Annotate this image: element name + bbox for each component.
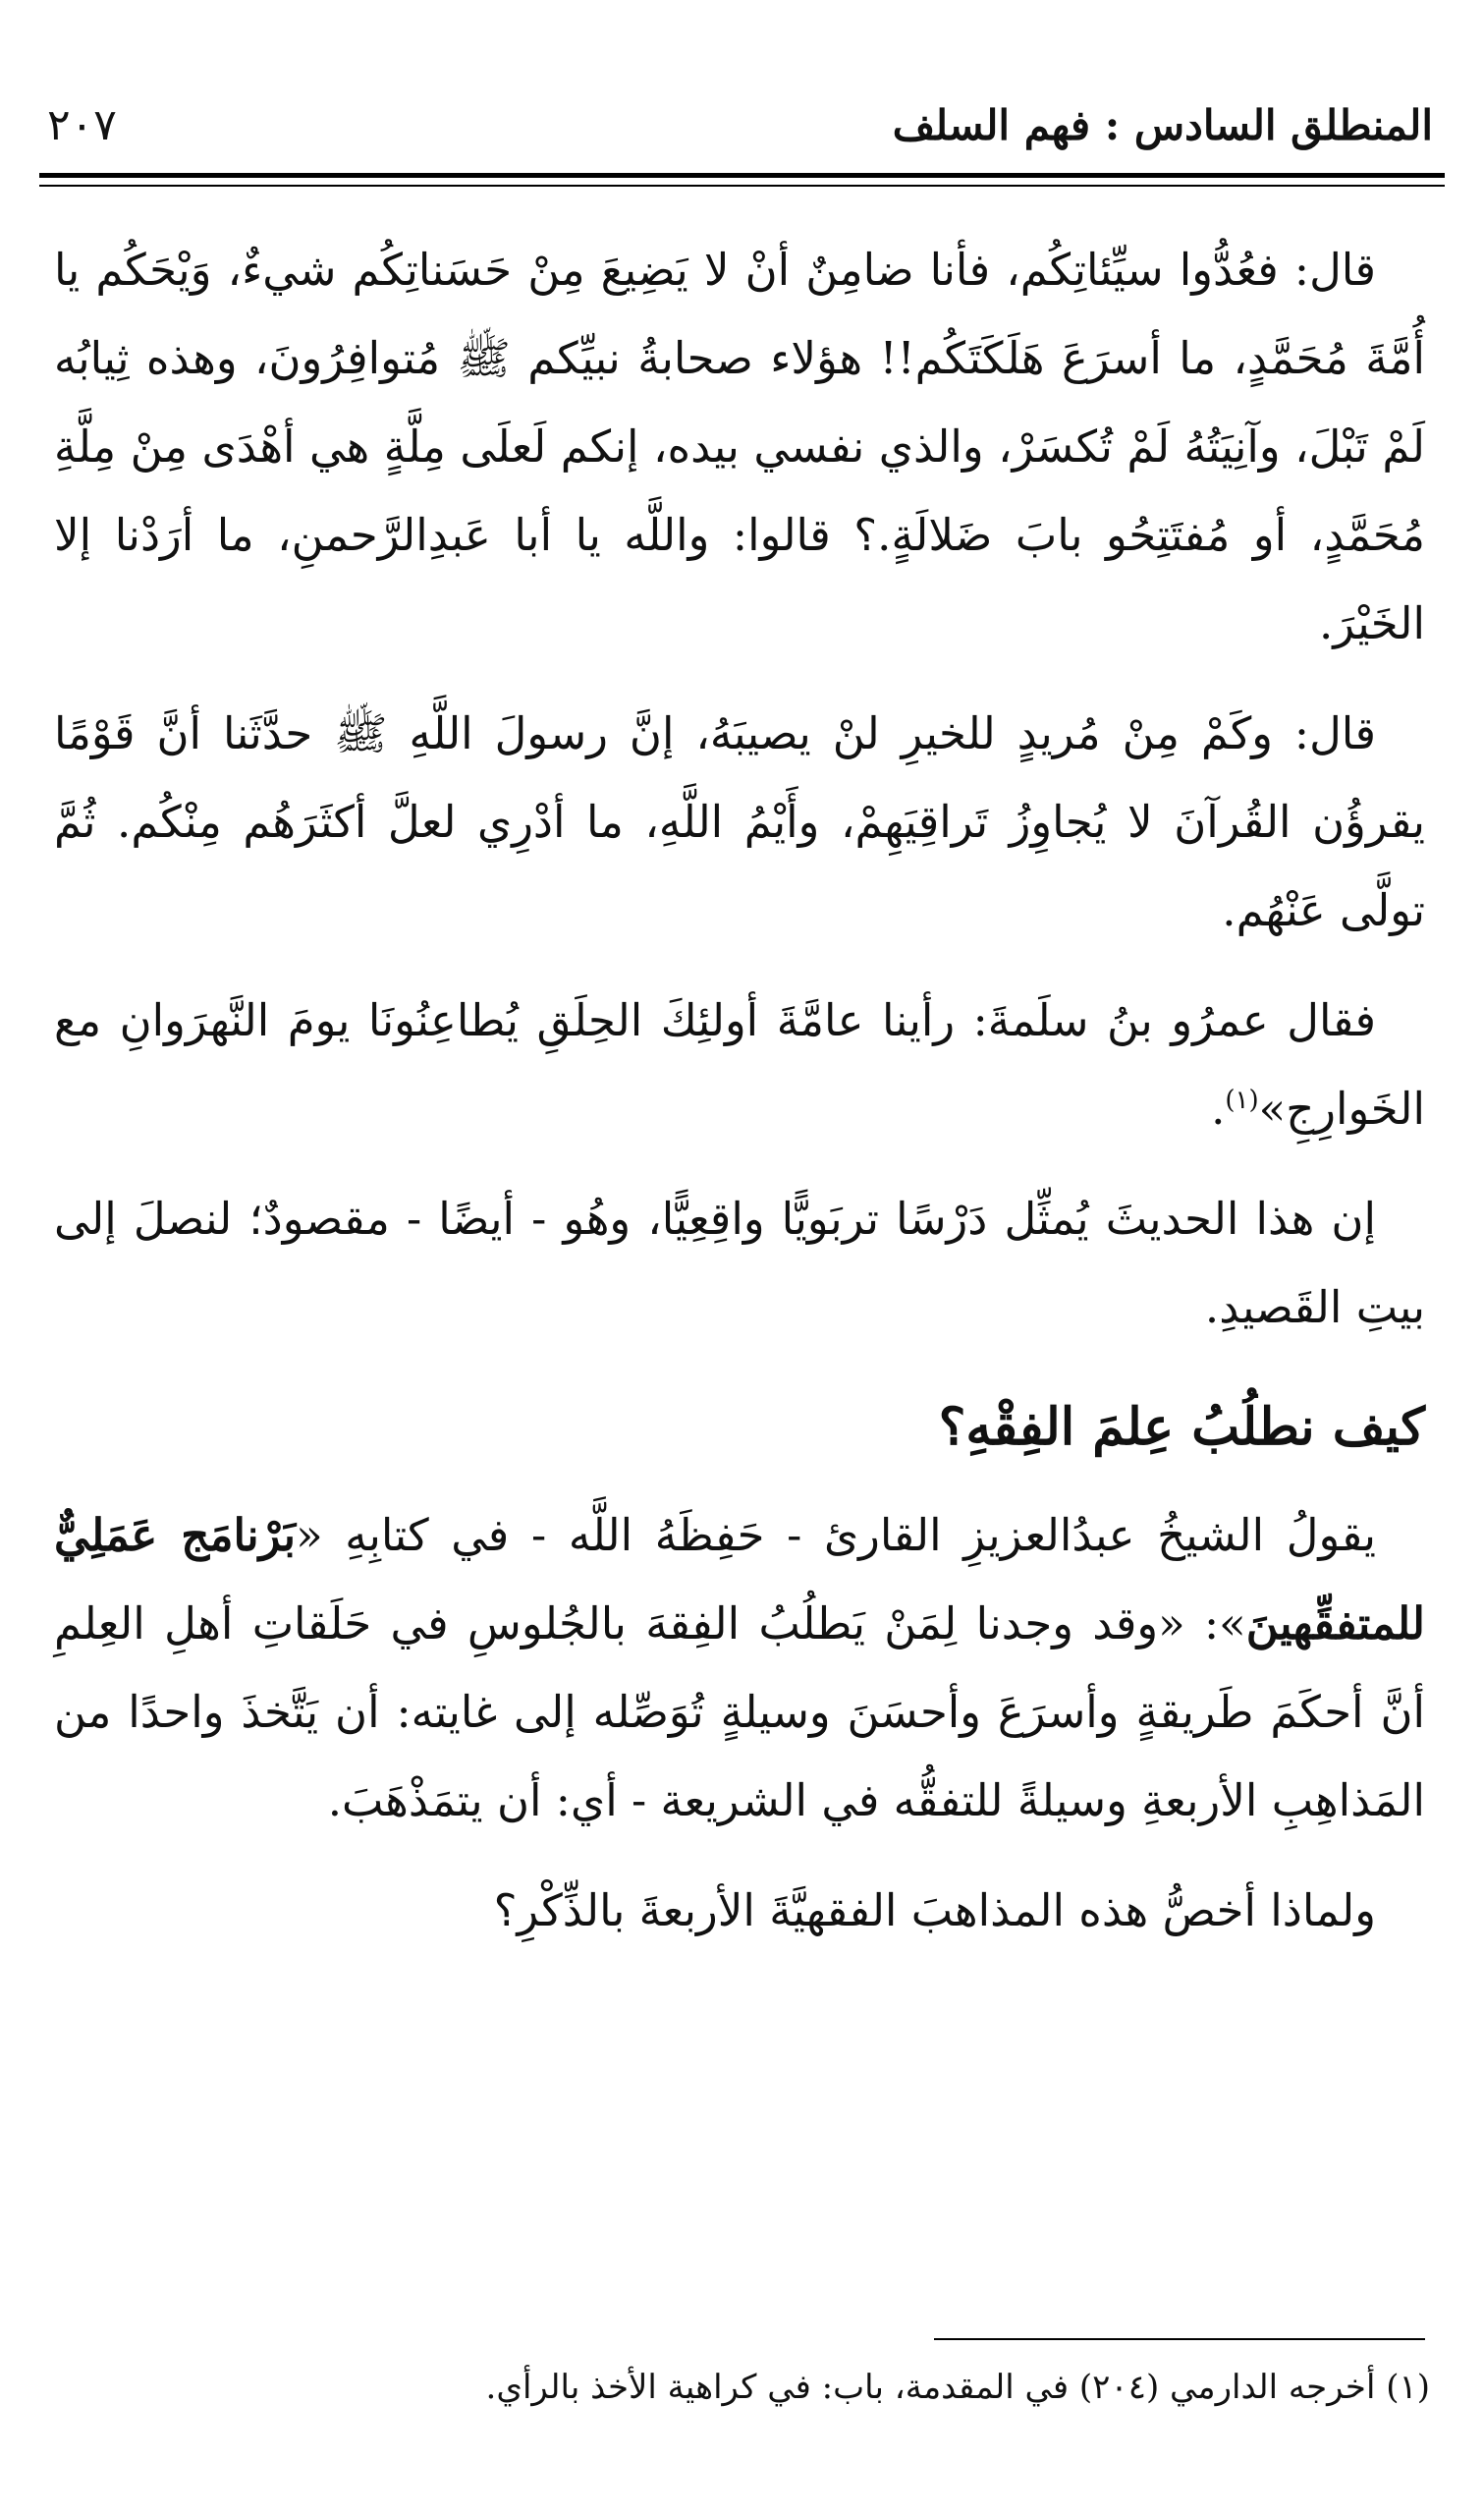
footnote-separator: [934, 2338, 1425, 2340]
book-title: بَرْنامَج عَمَلِيٌّ للمتفقِّهينَ: [54, 1509, 1425, 1649]
main-text: [54, 226, 1425, 1977]
paragraph-text: إن هذا الحديثَ يُمثِّل دَرْسًا تربَويًّا واقِعِيًّا، وهُو - أيضًا - مقصودٌ؛ لنصلَ إلى بيتِ القَصيدِ.: [54, 1193, 1425, 1333]
body-paragraph: [54, 1867, 1425, 1955]
footnote: [54, 2358, 1430, 2417]
footnote-number: (١): [1386, 2368, 1430, 2407]
header-rule-thick: [39, 173, 1445, 178]
section-heading: كيف نطلُبُ عِلمَ الفِقْهِ؟: [938, 1397, 1425, 1457]
page-header: [47, 90, 1433, 159]
quote-intro: يقولُ الشيخُ عبدُالعزيزِ القارئ - حَفِظَهُ اللَّه - في كتابِهِ «: [296, 1509, 1376, 1561]
body-paragraph: [54, 690, 1425, 955]
page-number: ٢٠٧: [47, 99, 117, 150]
body-paragraph: [54, 226, 1425, 668]
paragraph-text: فقال عمرُو بنُ سلَمةَ: رأينا عامَّةَ أولئِكَ الحِلَقِ يُطاعِنُونَا يومَ النَّهرَوانِ مع الخَوارِجِ»: [54, 994, 1425, 1135]
quote-text: »: «وقد وجدنا لِمَنْ يَطلُبُ الفِقهَ بالجُلوسِ في حَلَقاتِ أهلِ العِلمِ أنَّ أحكَمَ طَريقةٍ وأسرَعَ وأحسَنَ وسيلةٍ تُوَصِّله إلى غايته: أن يَتَّخذَ واحدًا من المَذاهِبِ الأربعةِ وسيلةً للتفقُّه في الشريعة - أي: أن يتمَذْهَبَ.: [54, 1597, 1425, 1826]
footnote-marker: (١): [1225, 1086, 1259, 1115]
paragraph-text: قال: وكَمْ مِنْ مُريدٍ للخيرِ لنْ يصيبَهُ، إنَّ رسولَ اللَّهِ ﷺ حدَّثَنا أنَّ قَوْمًا يقرؤُن القُرآنَ لا يُجاوِزُ تَراقِيَهِمْ، وأَيْمُ اللَّهِ، ما أدْرِي لعلَّ أكثَرَهُم مِنْكُم. ثُمَّ تولَّى عَنْهُم.: [54, 707, 1425, 936]
footnote-text: أخرجه الدارمي (٢٠٤) في المقدمة، باب: في كراهية الأخذ بالرأي.: [485, 2368, 1376, 2407]
body-paragraph: [54, 1175, 1425, 1352]
body-paragraph: [54, 1491, 1425, 1845]
header-rule-thin: [39, 185, 1445, 187]
chapter-title: المنطلق السادس : فهم السلف: [892, 100, 1433, 149]
body-paragraph: فقال عمرُو بنُ سلَمةَ: رأينا عامَّةَ أولئِكَ الحِلَقِ يُطاعِنُونَا يومَ النَّهرَوانِ مع الخَوارِجِ»$^{(١)}$.: [54, 994, 1425, 1135]
paragraph-text: ولماذا أخصُّ هذه المذاهبَ الفقهيَّةَ الأربعةَ بالذِّكْرِ؟: [493, 1884, 1376, 1936]
paragraph-text: قال: فعُدُّوا سيِّئاتِكُم، فأنا ضامِنٌ أنْ لا يَضِيعَ مِنْ حَسَناتِكُم شيءٌ، وَيْحَكُم يا أُمَّةَ مُحَمَّدٍ، ما أسرَعَ هَلَكَتَكُم!! هؤلاء صحابةُ نبيِّكم ﷺ مُتوافِرُونَ، وهذه ثِيابُه لَمْ تَبْلَ، وآنِيَتُهُ لَمْ تُكسَرْ، والذي نفسي بيده، إنكم لَعلَى مِلَّةٍ هي أهْدَى مِنْ مِلَّةِ مُحَمَّدٍ، أو مُفتَتِحُو بابَ ضَلالَةٍ.؟ قالوا: واللَّه يا أبا عَبدِالرَّحمنِ، ما أرَدْنا إلا الخَيْرَ.: [54, 244, 1425, 649]
